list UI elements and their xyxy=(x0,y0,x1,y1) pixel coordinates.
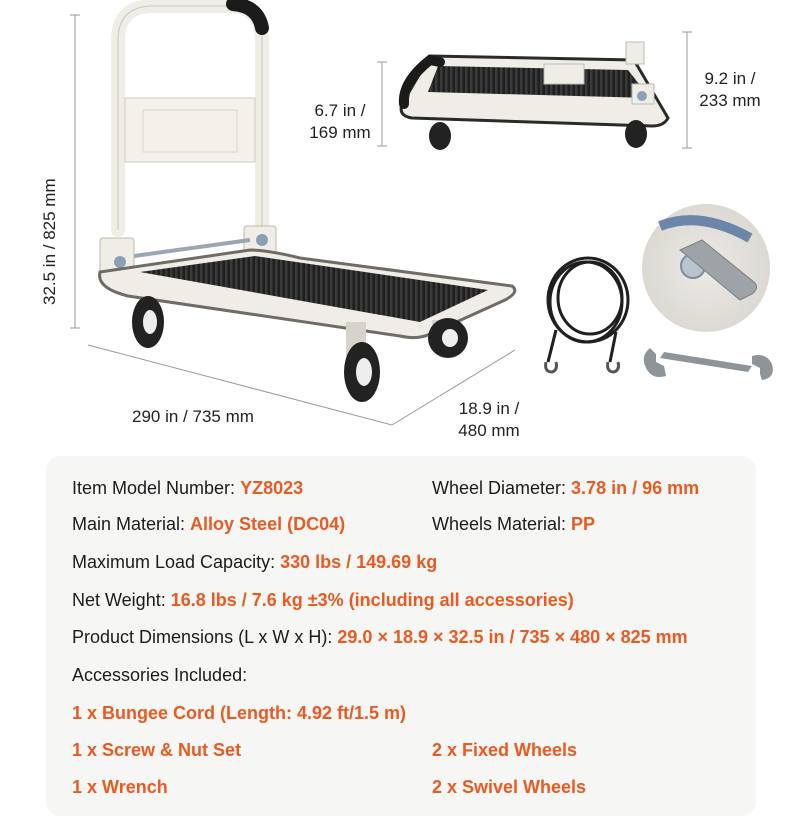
folded-height-label xyxy=(300,100,380,144)
spec-wheels-material-label: Wheels Material: xyxy=(432,514,572,534)
accessories-heading: Accessories Included: xyxy=(72,665,248,685)
folded-depth-label xyxy=(690,68,770,112)
spec-weight-label: Net Weight: xyxy=(72,590,171,610)
fixed-wheel-rear xyxy=(132,296,164,348)
spec-load-label: Maximum Load Capacity: xyxy=(72,552,281,572)
height-dimension-line xyxy=(70,15,80,328)
length-dimension-label: 290 in / 735 mm xyxy=(132,407,254,426)
swivel-wheel-front xyxy=(344,322,380,402)
spec-dimensions-label: Product Dimensions (L x W x H): xyxy=(72,627,338,647)
spec-dimensions-value: 29.0 × 18.9 × 32.5 in / 735 × 480 × 825 mm xyxy=(337,627,688,647)
folded-cart xyxy=(377,32,692,150)
spec-load-value: 330 lbs / 149.69 kg xyxy=(280,552,438,572)
spec-wheel-diameter xyxy=(432,476,699,500)
folded-height-line2: 169 mm xyxy=(309,123,371,142)
spec-weight xyxy=(72,588,574,612)
spec-model-label: Item Model Number: xyxy=(72,478,241,498)
spec-material-value: Alloy Steel (DC04) xyxy=(190,514,346,534)
folded-depth-line2: 233 mm xyxy=(699,91,761,110)
spec-weight-value: 16.8 lbs / 7.6 kg ±3% (including all accessories) xyxy=(170,590,574,610)
accessory-item: 1 x Bungee Cord (Length: 4.92 ft/1.5 m) xyxy=(72,703,407,723)
spec-wheel-diameter-value: 3.78 in / 96 mm xyxy=(571,478,700,498)
width-line2: 480 mm xyxy=(458,421,520,440)
height-dimension-label: 32.5 in / 825 mm xyxy=(40,178,59,305)
width-dimension-label xyxy=(444,398,534,442)
accessory-item: 1 x Wrench xyxy=(72,777,168,797)
spec-model xyxy=(72,476,303,500)
spec-load xyxy=(72,550,437,574)
accessory-item: 2 x Swivel Wheels xyxy=(432,777,587,797)
wrench-icon xyxy=(644,348,773,380)
folded-height-line1: 6.7 in / xyxy=(314,101,366,120)
spec-dimensions xyxy=(72,625,688,649)
spec-material-label: Main Material: xyxy=(72,514,191,534)
width-line1: 18.9 in / xyxy=(458,399,520,418)
spec-material xyxy=(72,512,345,536)
accessory-item: 1 x Screw & Nut Set xyxy=(72,740,242,760)
screw-closeup xyxy=(642,204,770,332)
spec-wheels-material-value: PP xyxy=(571,514,596,534)
spec-wheel-diameter-label: Wheel Diameter: xyxy=(432,478,572,498)
accessory-item: 2 x Fixed Wheels xyxy=(432,740,578,760)
folded-depth-line1: 9.2 in / xyxy=(704,69,756,88)
fixed-wheel-right xyxy=(428,318,468,358)
spec-model-value: YZ8023 xyxy=(240,478,304,498)
spec-wheels-material xyxy=(432,512,595,536)
bungee-cord xyxy=(546,258,628,372)
